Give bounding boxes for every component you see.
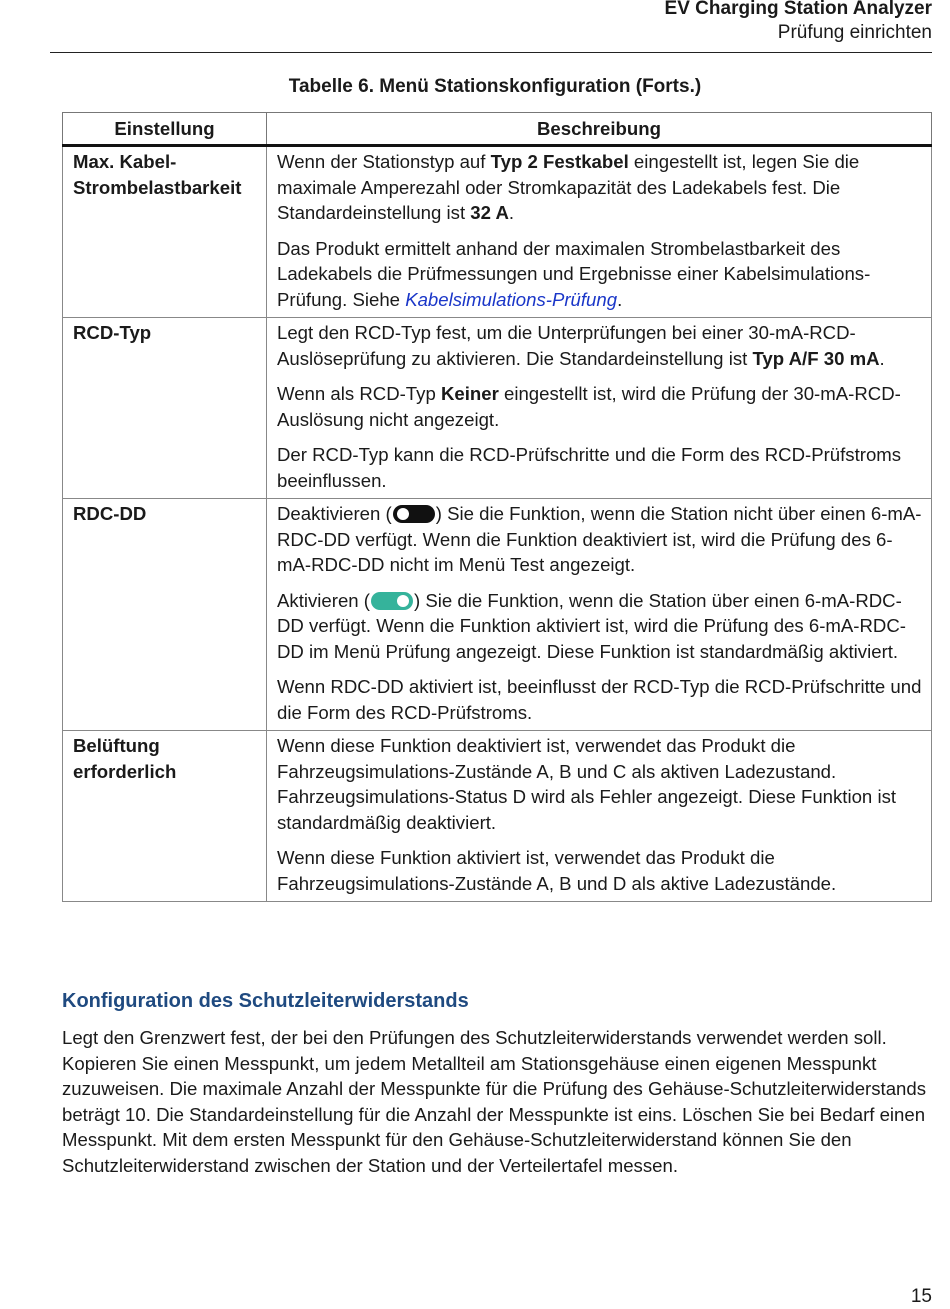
station-config-table xyxy=(62,112,932,902)
setting-description xyxy=(267,146,932,318)
description-paragraph: Wenn RDC-DD aktiviert ist, beeinflusst der RCD-Typ die RCD-Prüfschritte und die Form des RCD-Prüfstroms. xyxy=(277,676,922,723)
setting-description xyxy=(267,318,932,499)
description-paragraph: Das Produkt ermittelt anhand der maximalen Strombelastbarkeit des Ladekabels die Prüfmessungen und Ergebnisse einer Kabelsimulations-Prüfung. Siehe Kabelsimulations-Prüfung. xyxy=(277,237,871,310)
description-paragraph: Legt den RCD-Typ fest, um die Unterprüfungen bei einer 30-mA-RCD-Auslöseprüfung zu aktivieren. Die Standardeinstellung ist Typ A/F 30 mA. xyxy=(277,322,885,369)
table-caption: Tabelle 6. Menü Stationskonfiguration (Forts.) xyxy=(288,76,702,97)
setting-name: RCD-Typ xyxy=(63,318,267,499)
table-row xyxy=(63,731,932,902)
column-header-description: Beschreibung xyxy=(267,113,932,146)
setting-description xyxy=(267,731,932,902)
document-title: EV Charging Station Analyzer xyxy=(664,0,932,19)
toggle-on-icon xyxy=(371,592,413,610)
table-header-row xyxy=(63,113,932,146)
description-paragraph: Wenn der Stationstyp auf Typ 2 Festkabel eingestellt ist, legen Sie die maximale Amperezahl oder Stromkapazität des Ladekabels fest. Die Standardeinstellung ist 32 A. xyxy=(277,151,860,223)
table-row xyxy=(63,318,932,499)
setting-name: Belüftung erforderlich xyxy=(63,731,267,902)
column-header-setting: Einstellung xyxy=(63,113,267,146)
section-body: Legt den Grenzwert fest, der bei den Prüfungen des Schutzleiterwiderstands verwendet werden soll. Kopieren Sie einen Messpunkt, um jedem Metallteil am Stationsgehäuse einen eigenen Messpunkt zuzuweisen. Die maximale Anzahl der Messpunkte für die Prüfung des Gehäuse-Schutzleiterwiderstands beträgt 10. Die Standardeinstellung für die Anzahl der Messpunkte ist eins. Löschen Sie bei Bedarf einen Messpunkt. Mit dem ersten Messpunkt für den Gehäuse-Schutzleiterwiderstand können Sie den Schutzleiterwiderstand zwischen der Station und der Verteilertafel messen. xyxy=(62,1027,927,1176)
page-number: 15 xyxy=(910,1286,932,1307)
setting-description xyxy=(267,499,932,731)
setting-name: RDC-DD xyxy=(63,499,267,731)
table-row xyxy=(63,499,932,731)
table-row xyxy=(63,146,932,318)
description-paragraph: Wenn als RCD-Typ Keiner eingestellt ist, wird die Prüfung der 30-mA-RCD-Auslösung nicht angezeigt. xyxy=(277,383,901,430)
description-paragraph: Wenn diese Funktion deaktiviert ist, verwendet das Produkt die Fahrzeugsimulations-Zustände A, B und C als aktiven Ladezustand. Fahrzeugsimulations-Status D wird als Fehler angezeigt. Diese Funktion ist standardmäßig deaktiviert. xyxy=(277,735,897,833)
description-paragraph: Wenn diese Funktion aktiviert ist, verwendet das Produkt die Fahrzeugsimulations-Zustände A, B und D als aktive Ladezustände. xyxy=(277,847,837,894)
cable-simulation-link[interactable]: Kabelsimulations-Prüfung xyxy=(405,288,618,310)
section-heading: Konfiguration des Schutzleiterwiderstands xyxy=(62,990,469,1012)
setting-name: Max. Kabel-Strombelastbarkeit xyxy=(63,146,267,318)
description-paragraph: Deaktivieren ( ) Sie die Funktion, wenn die Station nicht über einen 6-mA-RDC-DD verfügt. Wenn die Funktion deaktiviert ist, wird die Prüfung des 6-mA-RDC-DD nicht im Menü Test angezeigt. xyxy=(277,503,922,575)
chapter-title: Prüfung einrichten xyxy=(777,22,932,43)
description-paragraph: Aktivieren ( ) Sie die Funktion, wenn die Station über einen 6-mA-RDC-DD verfügt. Wenn die Funktion aktiviert ist, wird die Prüfung des 6-mA-RDC-DD im Menü Prüfung angezeigt. Diese Funktion ist standardmäßig aktiviert. xyxy=(277,589,906,662)
header-divider xyxy=(50,52,932,53)
toggle-off-icon xyxy=(393,505,435,523)
description-paragraph: Der RCD-Typ kann die RCD-Prüfschritte und die Form des RCD-Prüfstroms beeinflussen. xyxy=(277,444,902,491)
